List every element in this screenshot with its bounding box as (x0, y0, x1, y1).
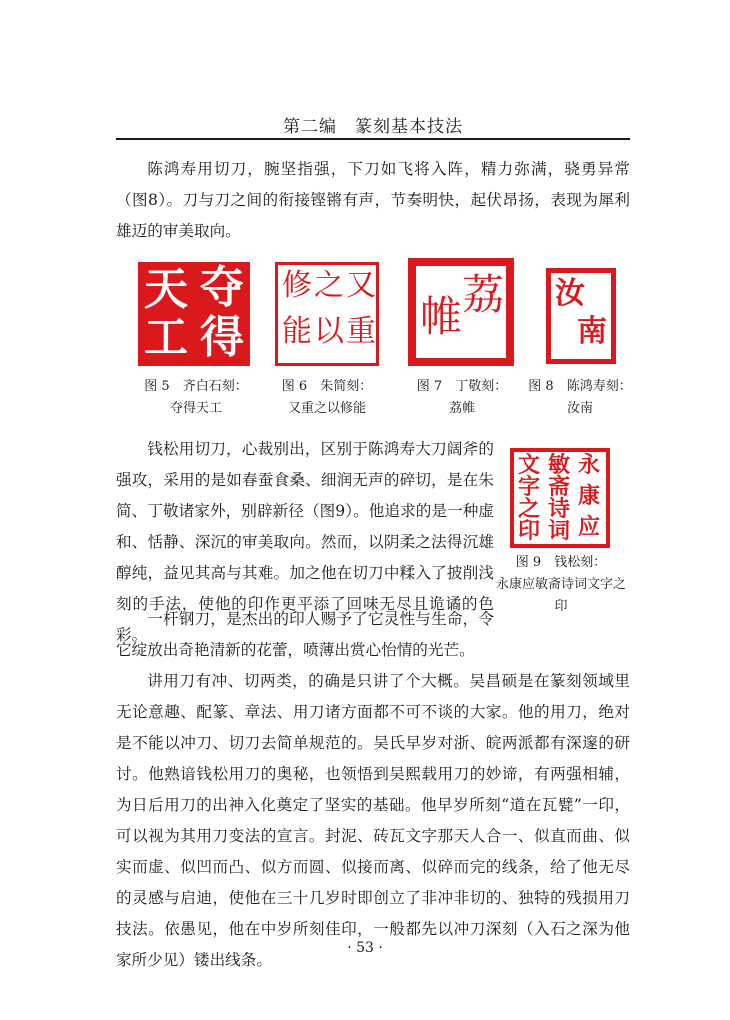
seal-fig8 (546, 268, 616, 364)
paragraph-4: 讲用刀有冲、切两类，的确是只讲了个大概。吴昌硕是在篆刻领域里无论意趣、配篆、章法、用刀诸方面都不可不谈的大家。他的用刀，绝对是不能以冲刀、切刀去简单规范的。吴氏早岁对浙、皖两派都有深邃的研讨。他熟谙钱松用刀的奥秘，也领悟到吴熙载用刀的妙谛，有两强相辅，为日后用刀的出神入化奠定了坚实的基础。他早岁所刻“道在瓦甓”一印，可以视为其用刀变法的宣言。封泥、砖瓦文字那天人合一、似直而曲、似实而虚、似凹而凸、似方而圆、似接而离、似碎而完的线条，给了他无尽的灵感与启迪，使他在三十几岁时即创立了非冲非切的、独特的残损用刀技法。依愚见，他在中岁所刻佳印，一般都先以冲刀深刻（入石之深为他家所少见）镂出线条。 (116, 672, 630, 969)
caption-title: 永康应敏斋诗词文字之印 (495, 577, 626, 614)
seal-glyph: 能 (282, 314, 312, 349)
caption-title: 汝南 (566, 401, 593, 416)
caption-fig5 (128, 376, 264, 420)
seal-glyph: 修 (282, 268, 312, 303)
seal-fig6 (275, 262, 379, 366)
caption-label: 图 5 齐白石刻： (144, 379, 248, 394)
seal-fig5 (138, 262, 250, 366)
seal-glyph: 印 (518, 518, 541, 544)
seal-glyph: 之 (314, 268, 344, 303)
paragraph-1: 陈鸿寿用切刀，腕坚指强，下刀如飞将入阵，精力弥满，骁勇异常（图8）。刀与刀之间的衔接铿锵有声，节奏明快，起伏昂扬，表现为犀利雄迈的审美取向。 (116, 160, 630, 240)
caption-label: 图 9 钱松刻： (515, 555, 607, 570)
seal-glyph: 荔 (462, 270, 505, 319)
seal-glyph: 帷 (420, 292, 463, 341)
caption-title: 夺得天工 (169, 401, 222, 416)
seal-glyph: 以 (314, 314, 344, 349)
header-rule (116, 138, 630, 140)
caption-fig9 (492, 552, 630, 618)
seal-glyph: 重 (346, 314, 376, 349)
seal-glyph: 文 (518, 452, 541, 478)
caption-fig8 (524, 376, 636, 420)
running-header: 第二编 篆刻基本技法 (283, 117, 463, 137)
caption-label: 图 7 丁敬刻： (416, 379, 508, 394)
caption-fig7 (400, 376, 524, 420)
seal-glyph: 应 (578, 514, 601, 540)
paragraph-2: 钱松用切刀，心裁别出，区别于陈鸿寿大刀阔斧的强攻，采用的是如春蚕食桑、细润无声的碎切，是在朱简、丁敬诸家外，别辟新径（图9）。他追求的是一种虚和、恬静、深沉的审美取向。然而，以阴柔之法得沉雄醇纯，益见其高与其难。加之他在切刀中糅入了披削浅刻的手法，使他的印作更平添了回味无尽且诡谲的色彩。 (116, 440, 494, 644)
paragraph-3: 一杆钢刀，是杰出的印人赐予了它灵性与生命，令它绽放出奇艳清新的花蕾，喷薄出赏心怡情的光芒。 (116, 610, 494, 659)
seal-fig9 (510, 448, 610, 548)
caption-title: 荔帷 (448, 401, 475, 416)
caption-title: 又重之以修能 (287, 401, 366, 416)
seal-field (551, 273, 611, 359)
seal-glyph: 汝 (555, 276, 585, 311)
seal-glyph: 敏 (548, 452, 571, 478)
seal-glyph: 诗 (548, 496, 571, 522)
page-number: · 53 · (347, 940, 383, 956)
seal-glyph: 又 (346, 268, 376, 303)
seal-glyph: 字 (518, 474, 541, 500)
seal-glyph: 天 (144, 264, 188, 315)
seal-field (416, 266, 506, 358)
caption-label: 图 6 朱简刻： (281, 379, 373, 394)
seal-glyph: 斋 (548, 474, 571, 500)
seal-glyph: 南 (577, 314, 607, 349)
seal-glyph: 得 (200, 312, 244, 363)
caption-fig6 (262, 376, 392, 420)
caption-label: 图 8 陈鸿寿刻： (528, 379, 632, 394)
seal-glyph: 夺 (200, 262, 244, 313)
seal-glyph: 工 (144, 312, 188, 363)
seal-glyph: 之 (518, 496, 541, 522)
seal-glyph: 康 (578, 483, 601, 509)
seal-glyph: 永 (578, 452, 601, 478)
seal-glyph: 词 (548, 518, 571, 544)
seal-fig7 (408, 258, 514, 366)
